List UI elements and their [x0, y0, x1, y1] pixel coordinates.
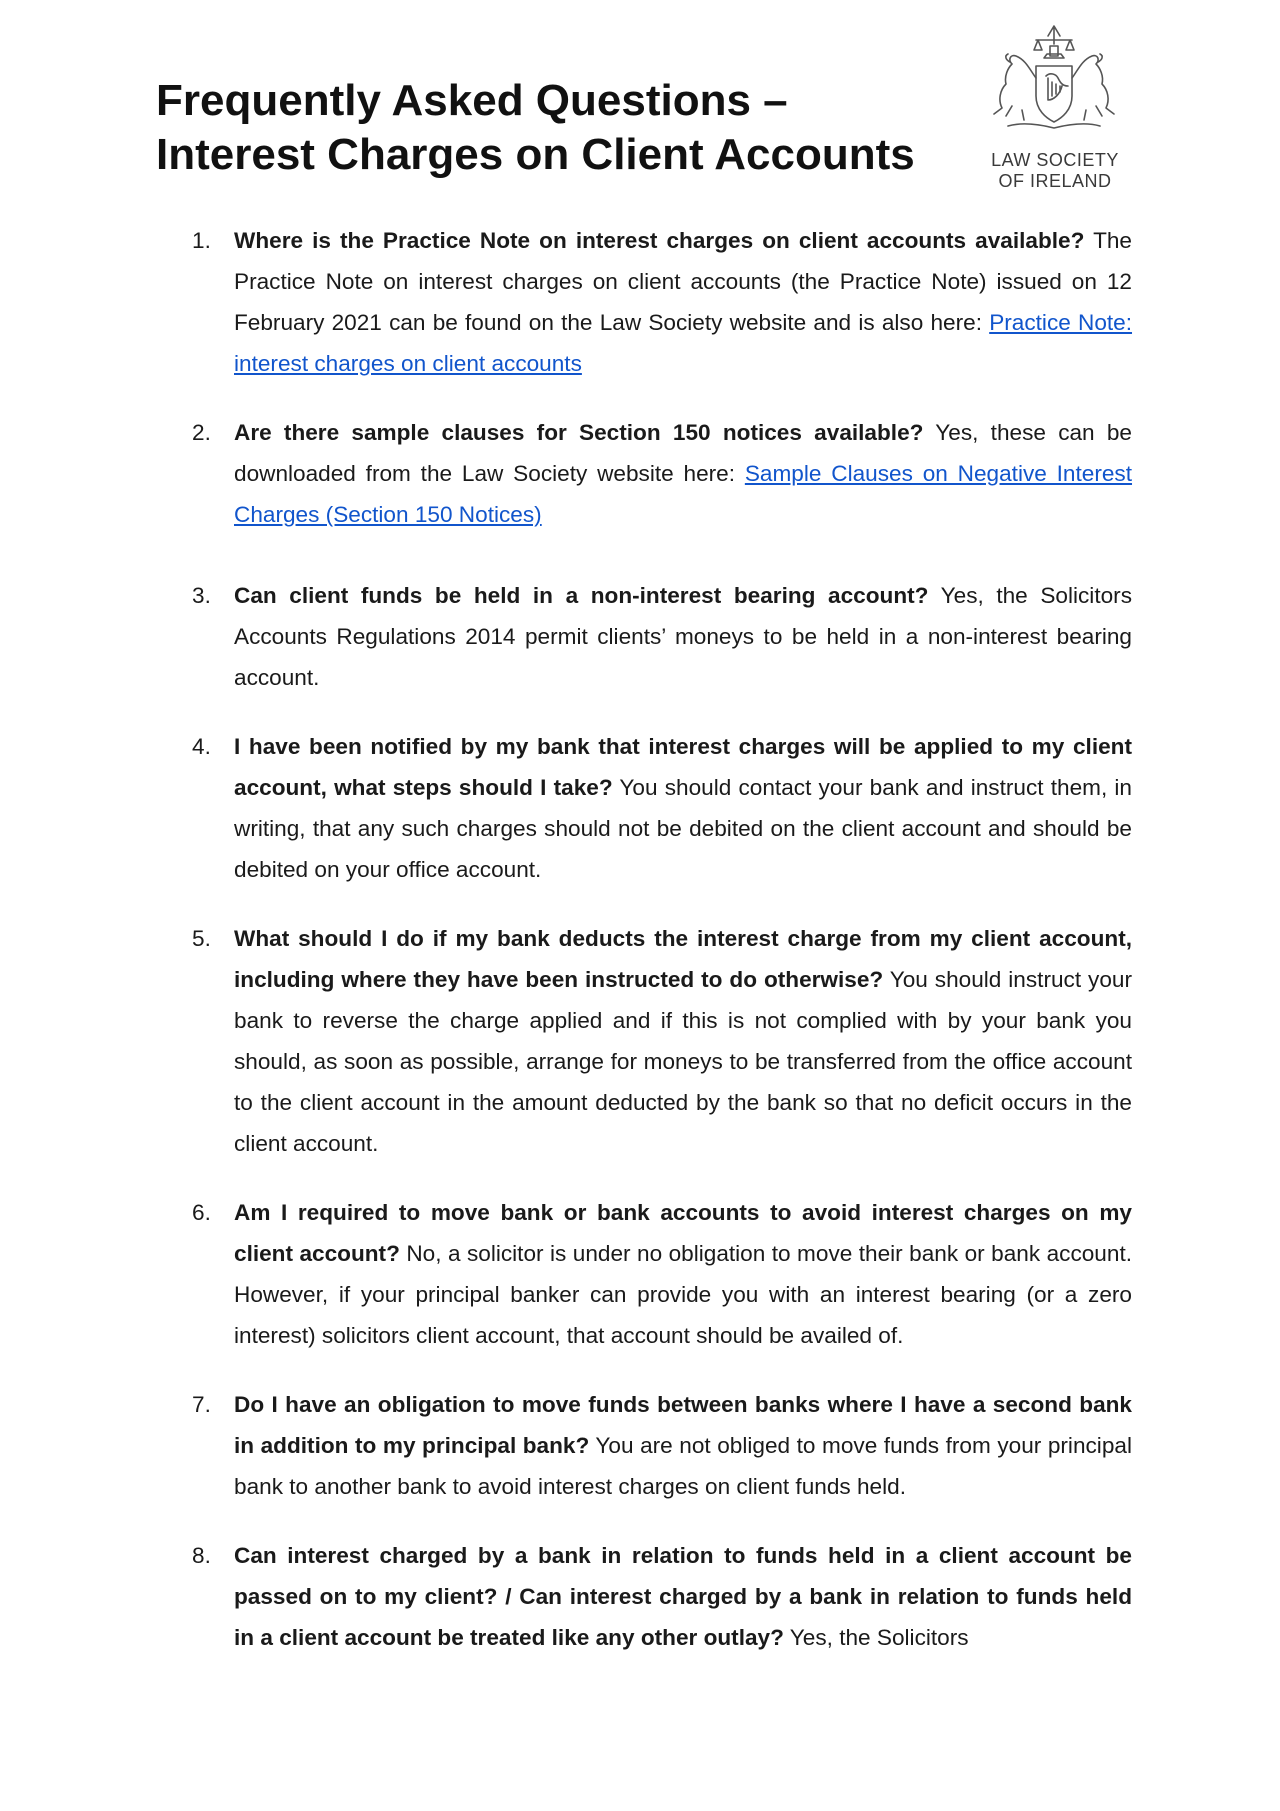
faq-number: 8.: [192, 1543, 211, 1568]
faq-question: Are there sample clauses for Section 150 notices available?: [234, 420, 924, 445]
faq-question: Do I have an obligation to move funds between banks where I have a second bank in addition to my principal bank?: [234, 1392, 1132, 1458]
sample-clauses-link[interactable]: Sample Clauses on Negative Interest Charges (Section 150 Notices): [234, 461, 1133, 527]
faq-list: [192, 220, 1132, 1686]
law-society-logo: [970, 18, 1140, 198]
logo-line-2: OF IRELAND: [998, 171, 1112, 191]
faq-number: 1.: [192, 228, 211, 253]
faq-answer: You should instruct your bank to reverse the charge applied and if this is not complied with by your bank you should, as soon as possible, arrange for moneys to be transferred from the office account to the client account in the amount deducted by the bank so that no deficit occurs in the client account.: [234, 967, 1132, 1156]
faq-answer: No, a solicitor is under no obligation to move their bank or bank account. However, if your principal banker can provide you with an interest bearing (or a zero interest) solicitors client account, that account should be availed of.: [234, 1241, 1132, 1348]
faq-number: 3.: [192, 583, 211, 608]
faq-question: What should I do if my bank deducts the interest charge from my client account, including where they have been instructed to do otherwise?: [234, 926, 1132, 992]
faq-question: Where is the Practice Note on interest charges on client accounts available?: [234, 228, 1085, 253]
faq-answer: Yes, the Solicitors: [783, 1625, 969, 1650]
faq-number: 5.: [192, 926, 211, 951]
faq-answer: Yes, the Solicitors Accounts Regulations 2014 permit clients’ moneys to be held in a non-interest bearing account.: [234, 583, 1132, 690]
faq-number: 6.: [192, 1200, 211, 1225]
faq-question: Can client funds be held in a non-interest bearing account?: [234, 583, 929, 608]
faq-item: [192, 918, 1132, 1164]
faq-item: [192, 1384, 1132, 1507]
faq-answer: Yes, these can be downloaded from the Law Society website here:: [234, 420, 1132, 486]
faq-question: Am I required to move bank or bank accounts to avoid interest charges on my client account?: [234, 1200, 1132, 1266]
faq-answer: You should contact your bank and instruct them, in writing, that any such charges should not be debited on the client account and should be debited on your office account.: [234, 775, 1132, 882]
faq-answer: The Practice Note on interest charges on client accounts (the Practice Note) issued on 12 February 2021 can be found on the Law Society website and is also here:: [234, 228, 1132, 335]
faq-number: 4.: [192, 734, 211, 759]
faq-answer: You are not obliged to move funds from your principal bank to another bank to avoid interest charges on client funds held.: [234, 1433, 1132, 1499]
faq-item: [192, 220, 1132, 384]
faq-question: I have been notified by my bank that interest charges will be applied to my client account, what steps should I take?: [234, 734, 1132, 800]
logo-text: [970, 150, 1140, 192]
faq-number: 2.: [192, 420, 211, 445]
faq-item: [192, 412, 1132, 535]
coat-of-arms-icon: [978, 18, 1132, 148]
logo-line-1: LAW SOCIETY: [991, 150, 1119, 170]
faq-item: [192, 1535, 1132, 1658]
faq-item: [192, 1192, 1132, 1356]
faq-question: Can interest charged by a bank in relation to funds held in a client account be passed on to my client? / Can interest charged by a bank in relation to funds held in a client account be treated like any other outlay?: [234, 1543, 1132, 1650]
faq-item: [192, 726, 1132, 890]
faq-item: [192, 575, 1132, 698]
page-title: Frequently Asked Questions – Interest Charges on Client Accounts: [156, 76, 915, 179]
faq-number: 7.: [192, 1392, 211, 1417]
practice-note-link[interactable]: Practice Note: interest charges on client accounts: [234, 310, 1133, 376]
